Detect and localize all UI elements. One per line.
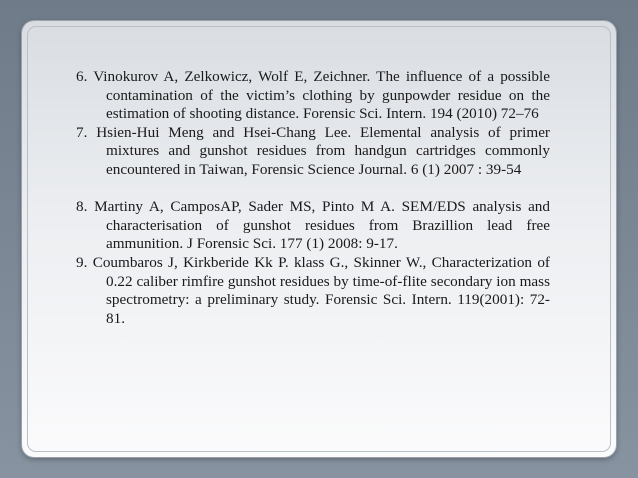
reference-item: 6. Vinokurov A, Zelkowicz, Wolf E, Zeichner. The influence of a possible contamination of the victim’s clothing by gunpowder residue on the estimation of shooting distance. Forensic Sci. Intern. 194 (2010) 72–76 [76, 68, 550, 123]
reference-item: 7. Hsien-Hui Meng and Hsei-Chang Lee. Elemental analysis of primer mixtures and gunshot residues from handgun cartridges commonly encountered in Taiwan, Forensic Science Journal. 6 (1) 2007 : 39-54 [76, 123, 550, 178]
reference-item: 8. Martiny A, CamposAP, Sader MS, Pinto M A. SEM/EDS analysis and characterisation of gunshot residues from Brazillion lead free ammunition. J Forensic Sci. 177 (1) 2008: 9-17. [76, 198, 550, 253]
reference-list [76, 68, 550, 328]
reference-item: 9. Coumbaros J, Kirkberide Kk P. klass G., Skinner W., Characterization of 0.22 caliber rimfire gunshot residues by time-of-flite secondary ion mass spectrometry: a preliminary study. Forensic Sci. Intern. 119(2001): 72-81. [76, 253, 550, 327]
